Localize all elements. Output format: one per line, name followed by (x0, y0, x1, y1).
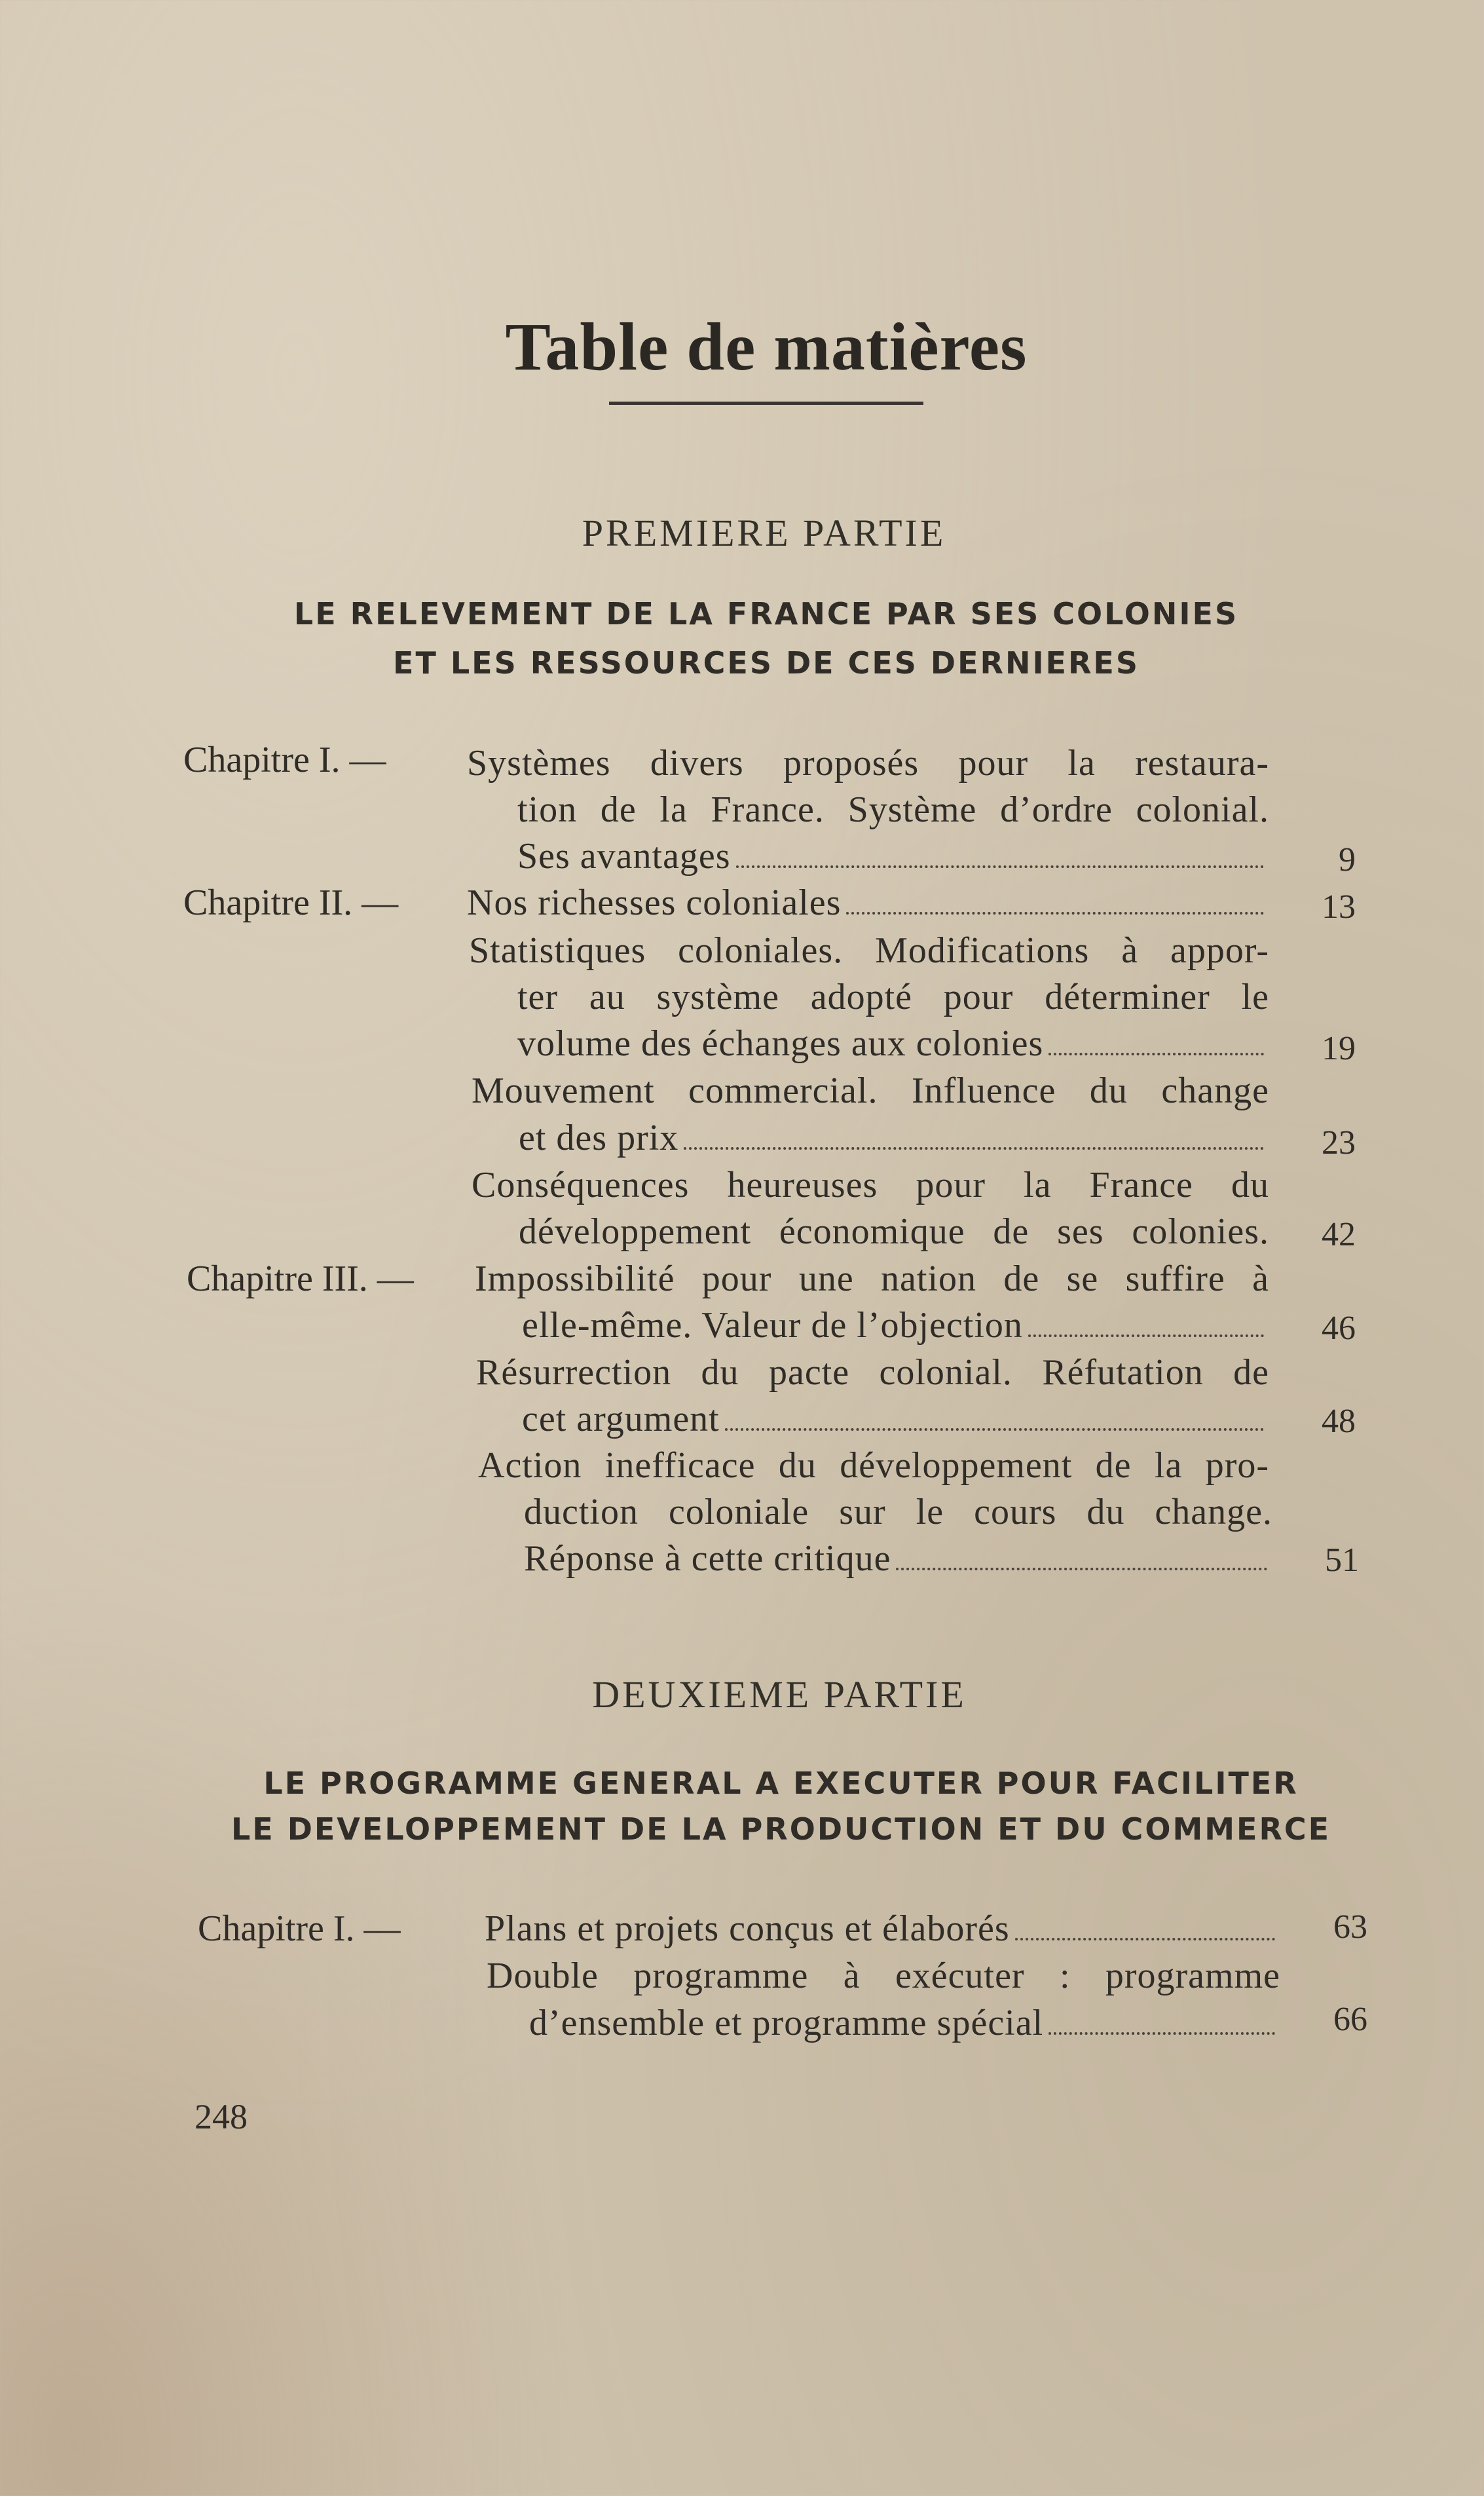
dot-leader (1028, 1334, 1264, 1337)
dot-leader (1048, 2032, 1275, 2035)
page-number: 46 (1322, 1310, 1356, 1347)
toc-entry-line (517, 1023, 1269, 1065)
toc-entry-text: Plans et projets conçus et élaborés (485, 1908, 1010, 1949)
toc-entry-line: Impossibilité pour une nation de se suffire à (475, 1258, 1269, 1299)
page-title: Table de matières (505, 309, 1028, 385)
folio-page-number: 248 (195, 2097, 248, 2136)
toc-entry-line: Systèmes divers proposés pour la restaura- (467, 743, 1269, 784)
part-two-heading-line-2: LE DEVELOPPEMENT DE LA PRODUCTION ET DU COMMERCE (231, 1811, 1331, 1847)
part-one-label: PREMIERE PARTIE (582, 512, 946, 554)
dot-leader (1015, 1938, 1275, 1940)
toc-entry-line (522, 1398, 1269, 1440)
chapter-label: Chapitre I. — (198, 1908, 401, 1949)
toc-entry-text: et des prix (519, 1118, 679, 1158)
toc-entry-line (529, 2002, 1280, 2044)
dot-leader (846, 912, 1264, 915)
dot-leader (725, 1428, 1264, 1431)
toc-entry-line: tion de la France. Système d’ordre colonial. (517, 789, 1269, 830)
toc-entry-line (467, 882, 1269, 924)
part-one-heading-line-2: ET LES RESSOURCES DE CES DERNIERES (393, 645, 1140, 681)
toc-entry-line (519, 1117, 1269, 1159)
toc-entry-text: d’ensemble et programme spécial (529, 2003, 1044, 2043)
page-number: 13 (1322, 888, 1356, 926)
dot-leader (736, 865, 1264, 868)
toc-entry-line: Statistiques coloniales. Modifications à appor- (469, 930, 1269, 971)
toc-entry-line: Conséquences heureuses pour la France du (472, 1165, 1269, 1205)
page-number: 42 (1322, 1216, 1356, 1253)
part-two-heading-line-1: LE PROGRAMME GENERAL A EXECUTER POUR FACILITER (263, 1766, 1299, 1801)
toc-entry-line: Mouvement commercial. Influence du change (472, 1070, 1269, 1111)
toc-entry-line: Résurrection du pacte colonial. Réfutation de (476, 1352, 1269, 1393)
toc-entry-text: cet argument (522, 1399, 720, 1439)
dot-leader (896, 1568, 1267, 1570)
page-number: 63 (1333, 1908, 1367, 1946)
chapter-label: Chapitre I. — (183, 740, 386, 780)
toc-entry-line (524, 1538, 1272, 1579)
part-one-heading-line-1: LE RELEVEMENT DE LA FRANCE PAR SES COLONIES (293, 596, 1239, 632)
toc-entry-line (485, 1908, 1280, 1950)
toc-entry-line (517, 835, 1269, 877)
toc-entry-text: Ses avantages (517, 836, 731, 877)
toc-entry-line: Action inefficace du développement de la pro- (478, 1445, 1269, 1486)
page-number: 66 (1333, 2001, 1367, 2038)
chapter-label: Chapitre III. — (187, 1258, 414, 1299)
toc-entry-line: duction coloniale sur le cours du change. (524, 1492, 1272, 1532)
dot-leader (1048, 1053, 1264, 1055)
toc-entry-text: Réponse à cette critique (524, 1538, 891, 1579)
title-underline (609, 402, 923, 405)
dot-leader (684, 1147, 1264, 1150)
toc-entry-line: ter au système adopté pour déterminer le (517, 977, 1269, 1017)
page-number: 23 (1322, 1124, 1356, 1162)
page-number: 19 (1322, 1030, 1356, 1067)
toc-entry-line: Double programme à exécuter : programme (487, 1956, 1280, 1996)
toc-entry-line (522, 1304, 1269, 1346)
page-number: 48 (1322, 1403, 1356, 1440)
toc-entry-text: Nos richesses coloniales (467, 882, 842, 923)
toc-entry-text: volume des échanges aux colonies (517, 1023, 1044, 1064)
toc-entry-text: elle-même. Valeur de l’objection (522, 1305, 1023, 1346)
part-two-label: DEUXIEME PARTIE (592, 1673, 967, 1716)
toc-entry-line: développement économique de ses colonies. (519, 1211, 1269, 1252)
chapter-label: Chapitre II. — (183, 882, 399, 923)
page-number: 51 (1325, 1541, 1359, 1579)
page-number: 9 (1339, 841, 1356, 879)
